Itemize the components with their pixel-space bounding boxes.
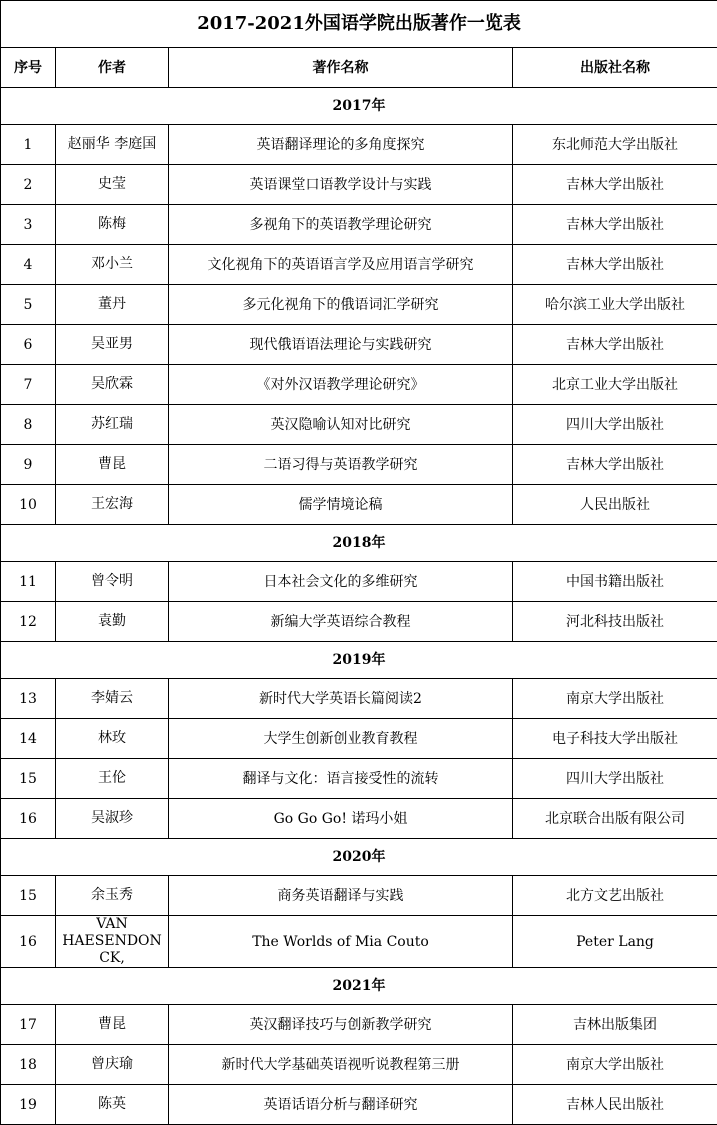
cell-index: 16 xyxy=(1,799,56,839)
cell-author: 苏红瑞 xyxy=(56,405,169,445)
year-row xyxy=(1,839,717,876)
cell-publisher: 南京大学出版社 xyxy=(513,1045,717,1085)
cell-publisher: 吉林出版集团 xyxy=(513,1005,717,1045)
table-row xyxy=(1,759,717,799)
table-row xyxy=(1,165,717,205)
cell-publisher: 四川大学出版社 xyxy=(513,759,717,799)
cell-author: 陈梅 xyxy=(56,205,169,245)
cell-index: 8 xyxy=(1,405,56,445)
cell-index: 4 xyxy=(1,245,56,285)
cell-index: 2 xyxy=(1,165,56,205)
year-row xyxy=(1,968,717,1005)
cell-index: 19 xyxy=(1,1085,56,1125)
cell-author: 董丹 xyxy=(56,285,169,325)
cell-book-title: 儒学情境论稿 xyxy=(169,485,513,525)
header-publisher: 出版社名称 xyxy=(513,48,717,88)
cell-book-title: 多视角下的英语教学理论研究 xyxy=(169,205,513,245)
cell-index: 9 xyxy=(1,445,56,485)
cell-publisher: 哈尔滨工业大学出版社 xyxy=(513,285,717,325)
table-row xyxy=(1,485,717,525)
table-row xyxy=(1,405,717,445)
cell-book-title: 新编大学英语综合教程 xyxy=(169,602,513,642)
table-row xyxy=(1,285,717,325)
cell-author: 王伦 xyxy=(56,759,169,799)
cell-book-title: 文化视角下的英语语言学及应用语言学研究 xyxy=(169,245,513,285)
cell-author: 曾令明 xyxy=(56,562,169,602)
table-row xyxy=(1,325,717,365)
cell-publisher: 河北科技出版社 xyxy=(513,602,717,642)
cell-index: 17 xyxy=(1,1005,56,1045)
cell-index: 13 xyxy=(1,679,56,719)
cell-index: 1 xyxy=(1,125,56,165)
table-row xyxy=(1,916,717,968)
year-label: 2017年 xyxy=(1,88,717,125)
cell-publisher: Peter Lang xyxy=(513,916,717,968)
cell-index: 12 xyxy=(1,602,56,642)
cell-book-title: 二语习得与英语教学研究 xyxy=(169,445,513,485)
header-index: 序号 xyxy=(1,48,56,88)
cell-author: 袁勤 xyxy=(56,602,169,642)
cell-book-title: 英语课堂口语教学设计与实践 xyxy=(169,165,513,205)
cell-publisher: 吉林大学出版社 xyxy=(513,205,717,245)
table-row xyxy=(1,245,717,285)
cell-publisher: 南京大学出版社 xyxy=(513,679,717,719)
table-row xyxy=(1,876,717,916)
table-row xyxy=(1,799,717,839)
cell-author: VAN HAESENDONCK, xyxy=(56,916,169,968)
header-row xyxy=(1,48,717,88)
cell-author: 吴淑珍 xyxy=(56,799,169,839)
cell-book-title: 英语话语分析与翻译研究 xyxy=(169,1085,513,1125)
cell-book-title: 多元化视角下的俄语词汇学研究 xyxy=(169,285,513,325)
year-row xyxy=(1,525,717,562)
cell-author: 赵丽华 李庭国 xyxy=(56,125,169,165)
table-row xyxy=(1,602,717,642)
cell-author: 史莹 xyxy=(56,165,169,205)
cell-publisher: 吉林大学出版社 xyxy=(513,245,717,285)
table-row xyxy=(1,1045,717,1085)
cell-book-title: 新时代大学基础英语视听说教程第三册 xyxy=(169,1045,513,1085)
cell-publisher: 吉林大学出版社 xyxy=(513,325,717,365)
year-label: 2018年 xyxy=(1,525,717,562)
cell-index: 3 xyxy=(1,205,56,245)
cell-author: 王宏海 xyxy=(56,485,169,525)
cell-publisher: 吉林人民出版社 xyxy=(513,1085,717,1125)
table-row xyxy=(1,562,717,602)
cell-author: 李婧云 xyxy=(56,679,169,719)
header-author: 作者 xyxy=(56,48,169,88)
cell-publisher: 吉林大学出版社 xyxy=(513,165,717,205)
table-row xyxy=(1,205,717,245)
cell-publisher: 北方文艺出版社 xyxy=(513,876,717,916)
cell-author: 余玉秀 xyxy=(56,876,169,916)
table-row xyxy=(1,445,717,485)
cell-publisher: 电子科技大学出版社 xyxy=(513,719,717,759)
cell-author: 曹昆 xyxy=(56,1005,169,1045)
cell-index: 10 xyxy=(1,485,56,525)
year-label: 2020年 xyxy=(1,839,717,876)
cell-book-title: 翻译与文化：语言接受性的流转 xyxy=(169,759,513,799)
cell-publisher: 人民出版社 xyxy=(513,485,717,525)
cell-publisher: 北京工业大学出版社 xyxy=(513,365,717,405)
cell-book-title: 现代俄语语法理论与实践研究 xyxy=(169,325,513,365)
cell-book-title: 英汉翻译技巧与创新教学研究 xyxy=(169,1005,513,1045)
cell-index: 15 xyxy=(1,759,56,799)
cell-index: 7 xyxy=(1,365,56,405)
year-row xyxy=(1,642,717,679)
cell-book-title: The Worlds of Mia Couto xyxy=(169,916,513,968)
cell-author: 陈英 xyxy=(56,1085,169,1125)
cell-publisher: 北京联合出版有限公司 xyxy=(513,799,717,839)
cell-publisher: 东北师范大学出版社 xyxy=(513,125,717,165)
cell-index: 16 xyxy=(1,916,56,968)
cell-index: 14 xyxy=(1,719,56,759)
cell-book-title: 新时代大学英语长篇阅读2 xyxy=(169,679,513,719)
cell-book-title: 英语翻译理论的多角度探究 xyxy=(169,125,513,165)
cell-author: 曾庆瑜 xyxy=(56,1045,169,1085)
cell-book-title: 大学生创新创业教育教程 xyxy=(169,719,513,759)
cell-publisher: 中国书籍出版社 xyxy=(513,562,717,602)
cell-book-title: 英汉隐喻认知对比研究 xyxy=(169,405,513,445)
title-row xyxy=(1,1,717,48)
cell-author: 曹昆 xyxy=(56,445,169,485)
cell-author: 林玫 xyxy=(56,719,169,759)
cell-index: 15 xyxy=(1,876,56,916)
year-label: 2019年 xyxy=(1,642,717,679)
year-row xyxy=(1,88,717,125)
table-body xyxy=(1,1,717,1125)
cell-author: 邓小兰 xyxy=(56,245,169,285)
year-label: 2021年 xyxy=(1,968,717,1005)
table-row xyxy=(1,1005,717,1045)
cell-publisher: 四川大学出版社 xyxy=(513,405,717,445)
table-row xyxy=(1,679,717,719)
cell-author: 吴亚男 xyxy=(56,325,169,365)
table-row xyxy=(1,719,717,759)
cell-book-title: 日本社会文化的多维研究 xyxy=(169,562,513,602)
cell-index: 18 xyxy=(1,1045,56,1085)
cell-publisher: 吉林大学出版社 xyxy=(513,445,717,485)
cell-index: 11 xyxy=(1,562,56,602)
cell-book-title: 商务英语翻译与实践 xyxy=(169,876,513,916)
table-row xyxy=(1,365,717,405)
table-row xyxy=(1,125,717,165)
cell-book-title: Go Go Go! 诺玛小姐 xyxy=(169,799,513,839)
cell-index: 5 xyxy=(1,285,56,325)
cell-book-title: 《对外汉语教学理论研究》 xyxy=(169,365,513,405)
table-title: 2017-2021外国语学院出版著作一览表 xyxy=(1,1,717,48)
header-book-title: 著作名称 xyxy=(169,48,513,88)
cell-author: 吴欣霖 xyxy=(56,365,169,405)
cell-index: 6 xyxy=(1,325,56,365)
